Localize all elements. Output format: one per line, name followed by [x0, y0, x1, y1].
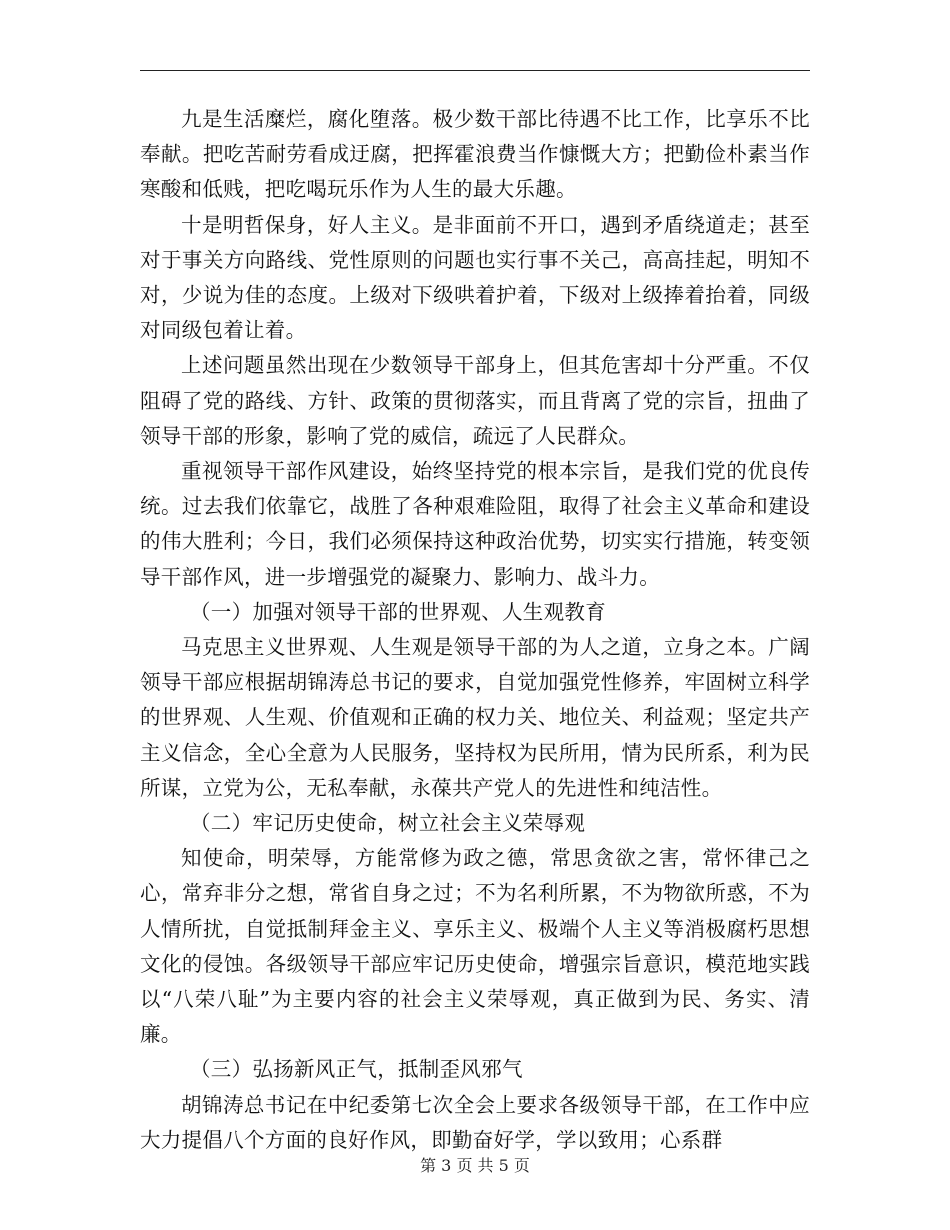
body-paragraph: 知使命，明荣辱，方能常修为政之德，常思贪欲之害，常怀律己之心，常弃非分之想，常省自身之过；不为名利所累，不为物欲所惑，不为人情所扰，自觉抵制拜金主义、享乐主义、极端个人主义等消极腐朽思想文化的侵蚀。各级领导干部应牢记历史使命，增强宗旨意识，模范地实践以“八荣八耻”为主要内容的社会主义荣辱观，真正做到为民、务实、清廉。: [140, 846, 810, 1047]
body-paragraph: 马克思主义世界观、人生观是领导干部的为人之道，立身之本。广阔领导干部应根据胡锦涛总书记的要求，自觉加强党性修养，牢固树立科学的世界观、人生观、价值观和正确的权力关、地位关、利益观；坚定共产主义信念，全心全意为人民服务，坚持权为民所用，情为民所系，利为民所谋，立党为公，无私奉献，永葆共产党人的先进性和纯洁性。: [140, 635, 810, 800]
body-paragraph: 上述问题虽然出现在少数领导干部身上，但其危害却十分严重。不仅阻碍了党的路线、方针、政策的贯彻落实，而且背离了党的宗旨，扭曲了领导干部的形象，影响了党的威信，疏远了人民群众。: [140, 353, 810, 448]
header-rule: [140, 70, 810, 71]
body-paragraph: 胡锦涛总书记在中纪委第七次全会上要求各级领导干部，在工作中应大力提倡八个方面的良好作风，即勤奋好学，学以致用；心系群: [140, 1092, 810, 1152]
document-body: [140, 102, 810, 1158]
page-footer: 第 3 页 共 5 页: [420, 1156, 530, 1175]
section-heading: （三）弘扬新风正气，抵制歪风邪气: [190, 1057, 523, 1082]
section-heading: （一）加强对领导干部的世界观、人生观教育: [190, 599, 606, 624]
body-paragraph: 十是明哲保身，好人主义。是非面前不开口，遇到矛盾绕道走；甚至对于事关方向路线、党性原则的问题也实行事不关己，高高挂起，明知不对，少说为佳的态度。上级对下级哄着护着，下级对上级捧着抬着，同级对同级包着让着。: [140, 212, 810, 343]
body-paragraph: 重视领导干部作风建设，始终坚持党的根本宗旨，是我们党的优良传统。过去我们依靠它，战胜了各种艰难险阻，取得了社会主义革命和建设的伟大胜利；今日，我们必须保持这种政治优势，切实实行措施，转变领导干部作风，进一步增强党的凝聚力、影响力、战斗力。: [140, 459, 810, 589]
section-heading: （二）牢记历史使命，树立社会主义荣辱观: [190, 811, 586, 836]
body-paragraph: 九是生活糜烂，腐化堕落。极少数干部比待遇不比工作，比享乐不比奉献。把吃苦耐劳看成迂腐，把挥霍浪费当作慷慨大方；把勤俭朴素当作寒酸和低贱，把吃喝玩乐作为人生的最大乐趣。: [140, 107, 810, 202]
